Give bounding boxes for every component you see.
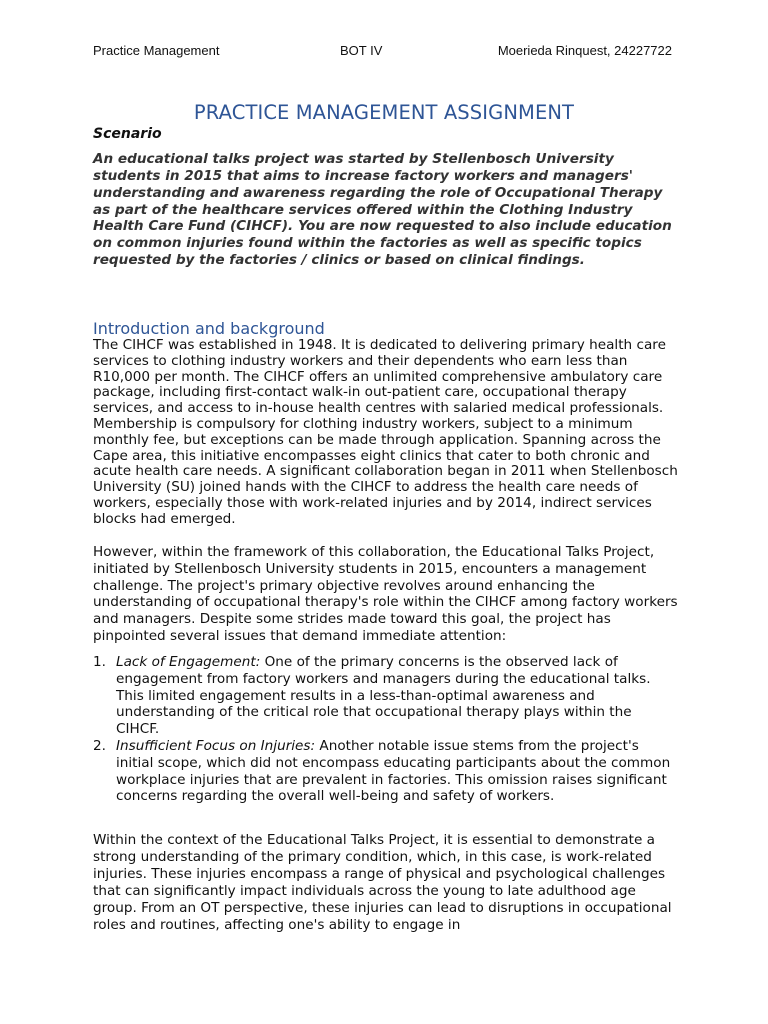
list-item-text: Another notable issue stems from the project's initial scope, which did not encompass educating participants about the common workplace injuries that are prevalent in factories. This omission raises significant concerns regarding the overall well-being and safety of workers. bbox=[116, 737, 671, 805]
scenario-text: An educational talks project was started by Stellenbosch University students in 2015 that aims to increase factory workers and managers' understanding and awareness regarding the role of Occupational Therapy as part of the healthcare services offered within the Clothing Industry Health Care Fund (CIHCF). You are now requested to also include education on common injuries found within the factories as well as specific topics requested by the factories / clinics or based on clinical findings. bbox=[93, 151, 672, 269]
intro-paragraph-3: Within the context of the Educational Talks Project, it is essential to demonstrate a strong understanding of the primary condition, which, in this case, is work-related injuries. These injuries encompass a range of physical and psychological challenges that can significantly impact individuals across the young to late adulthood age group. From an OT perspective, these injuries can lead to disruptions in occupational roles and routines, affecting one's ability to engage in bbox=[93, 832, 672, 933]
intro-paragraph-2: However, within the framework of this collaboration, the Educational Talks Project, initiated by Stellenbosch University students in 2015, encounters a management challenge. The project's primary objective revolves around enhancing the understanding of occupational therapy's role within the CIHCF among factory workers and managers. Despite some strides made toward this goal, the project has pinpointed several issues that demand immediate attention: bbox=[93, 544, 678, 644]
list-item-number: 2. bbox=[93, 737, 106, 754]
document-page bbox=[93, 0, 678, 1024]
list-item bbox=[93, 654, 679, 738]
list-item-title: Lack of Engagement: bbox=[116, 654, 261, 670]
list-item bbox=[93, 738, 679, 805]
header-course-name: Practice Management bbox=[93, 43, 220, 58]
issues-list bbox=[93, 654, 679, 805]
list-item-number: 1. bbox=[93, 654, 106, 670]
section-heading: Introduction and background bbox=[93, 319, 325, 338]
header-module: BOT IV bbox=[340, 43, 383, 58]
document-title: PRACTICE MANAGEMENT ASSIGNMENT bbox=[193, 101, 575, 124]
list-item-title: Insufficient Focus on Injuries: bbox=[116, 737, 316, 754]
scenario-label: Scenario bbox=[93, 126, 162, 142]
page-header bbox=[93, 43, 675, 59]
list-item-text: One of the primary concerns is the observed lack of engagement from factory workers and managers during the educational talks. This limited engagement results in a less-than-optimal awareness and understanding of the critical role that occupational therapy plays within the CIHCF. bbox=[116, 654, 651, 738]
header-author: Moerieda Rinquest, 24227722 bbox=[497, 43, 672, 58]
intro-paragraph-1: The CIHCF was established in 1948. It is dedicated to delivering primary health care services to clothing industry workers and their dependents who earn less than R10,000 per month. The CIHCF offers an unlimited comprehensive ambulatory care package, including first-contact walk-in out-patient care, occupational therapy services, and access to in-house health centres with salaried medical professionals. Membership is compulsory for clothing industry workers, subject to a minimum monthly fee, but exceptions can be made through application. Spanning across the Cape area, this initiative encompasses eight clinics that cater to both chronic and acute health care needs. A significant collaboration began in 2011 when Stellenbosch University (SU) joined hands with the CIHCF to address the health care needs of workers, especially those with work-related injuries and by 2014, indirect services blocks had emerged. bbox=[93, 337, 678, 527]
